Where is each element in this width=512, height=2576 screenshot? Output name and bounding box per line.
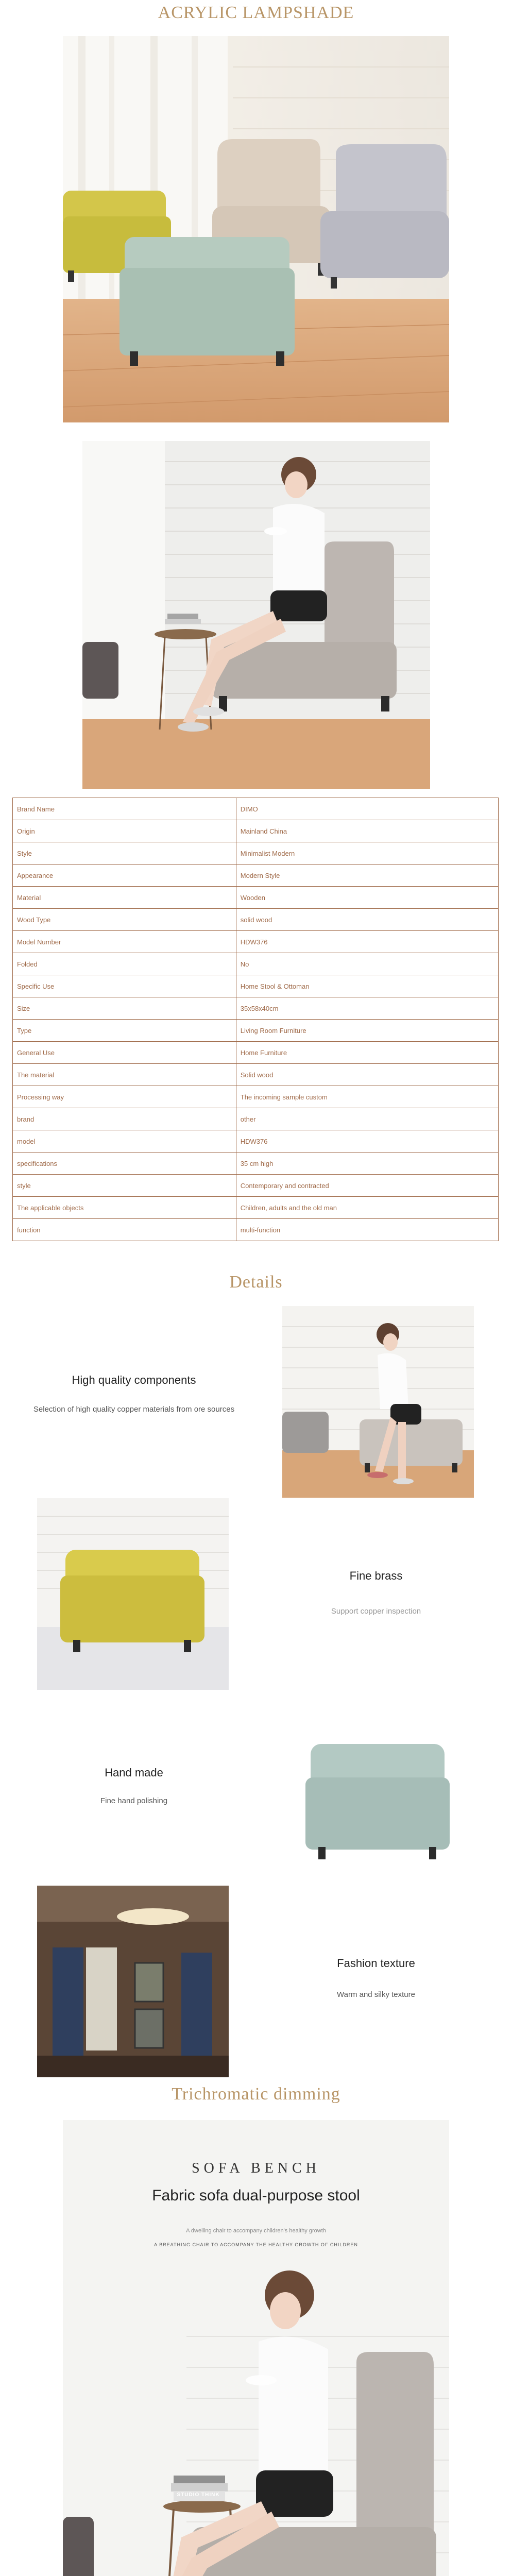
- spec-key: General Use: [13, 1042, 236, 1064]
- spec-value: Children, adults and the old man: [236, 1197, 498, 1219]
- spec-value: Solid wood: [236, 1064, 498, 1086]
- table-row: [13, 1108, 499, 1130]
- spec-value: Minimalist Modern: [236, 842, 498, 865]
- table-row: [13, 842, 499, 865]
- spec-key: Size: [13, 997, 236, 1020]
- detail-text: Warm and silky texture: [337, 1990, 415, 1999]
- table-row: [13, 1064, 499, 1086]
- table-row: [13, 953, 499, 975]
- spec-value: Living Room Furniture: [236, 1020, 498, 1042]
- spec-value: No: [236, 953, 498, 975]
- table-row: [13, 1197, 499, 1219]
- spec-value: Home Stool & Ottoman: [236, 975, 498, 997]
- product-photo-ottomans: [63, 36, 449, 422]
- spec-key: Folded: [13, 953, 236, 975]
- spec-key: Brand Name: [13, 798, 236, 820]
- table-row: [13, 1086, 499, 1108]
- table-row: [13, 1153, 499, 1175]
- details-title: Details: [229, 1273, 283, 1292]
- spec-value: Contemporary and contracted: [236, 1175, 498, 1197]
- table-row: [13, 1219, 499, 1241]
- spec-key: style: [13, 1175, 236, 1197]
- living-room-illustration: [37, 1886, 229, 2077]
- mustard-ottoman-illustration: [37, 1498, 229, 1690]
- spec-key: model: [13, 1130, 236, 1153]
- spec-key: The applicable objects: [13, 1197, 236, 1219]
- detail-photo-living-room: [37, 1886, 229, 2077]
- spec-key: specifications: [13, 1153, 236, 1175]
- table-row: [13, 865, 499, 887]
- detail-heading: High quality components: [72, 1374, 196, 1386]
- spec-key: Wood Type: [13, 909, 236, 931]
- table-row: [13, 820, 499, 842]
- table-row: [13, 909, 499, 931]
- ottomans-illustration: [63, 36, 449, 422]
- spec-value: Mainland China: [236, 820, 498, 842]
- spec-key: Processing way: [13, 1086, 236, 1108]
- spec-value: DIMO: [236, 798, 498, 820]
- banner-subtitle: A dwelling chair to accompany children's healthy growth: [186, 2228, 326, 2234]
- spec-key: Specific Use: [13, 975, 236, 997]
- table-row: [13, 1130, 499, 1153]
- dimming-title: Trichromatic dimming: [172, 2084, 340, 2104]
- spec-key: Appearance: [13, 865, 236, 887]
- spec-key: Material: [13, 887, 236, 909]
- page-title: ACRYLIC LAMPSHADE: [158, 3, 354, 22]
- spec-table: [12, 798, 499, 1241]
- spec-value: Home Furniture: [236, 1042, 498, 1064]
- spec-key: The material: [13, 1064, 236, 1086]
- table-row: [13, 1042, 499, 1064]
- product-photo-woman-sofa: [82, 441, 430, 789]
- detail-photo-sage-ottoman: [282, 1700, 474, 1892]
- spec-value: HDW376: [236, 1130, 498, 1153]
- detail-text: Selection of high quality copper materials from ore sources: [33, 1405, 235, 1414]
- spec-key: Model Number: [13, 931, 236, 953]
- spec-key: Style: [13, 842, 236, 865]
- detail-text: Support copper inspection: [331, 1607, 421, 1616]
- table-row: [13, 997, 499, 1020]
- spec-value: Modern Style: [236, 865, 498, 887]
- spec-value: multi-function: [236, 1219, 498, 1241]
- table-row: [13, 1020, 499, 1042]
- table-row: [13, 1175, 499, 1197]
- table-row: [13, 887, 499, 909]
- detail-photo-mustard-ottoman: [37, 1498, 229, 1690]
- woman-seated-illustration: [282, 1306, 474, 1498]
- spec-key: Origin: [13, 820, 236, 842]
- spec-key: Type: [13, 1020, 236, 1042]
- detail-photo-woman-seated: [282, 1306, 474, 1498]
- detail-text: Fine hand polishing: [100, 1797, 168, 1805]
- detail-heading: Hand made: [105, 1766, 163, 1779]
- spec-value: 35x58x40cm: [236, 997, 498, 1020]
- spec-value: Wooden: [236, 887, 498, 909]
- detail-heading: Fashion texture: [337, 1957, 415, 1970]
- spec-value: HDW376: [236, 931, 498, 953]
- banner-tagline: A BREATHING CHAIR TO ACCOMPANY THE HEALTHY GROWTH OF CHILDREN: [154, 2242, 358, 2247]
- spec-key: brand: [13, 1108, 236, 1130]
- table-row: [13, 975, 499, 997]
- detail-heading: Fine brass: [349, 1569, 403, 1582]
- spec-value: other: [236, 1108, 498, 1130]
- banner-heading: Fabric sofa dual-purpose stool: [152, 2187, 360, 2204]
- sage-ottoman-illustration: [282, 1700, 474, 1892]
- spec-value: The incoming sample custom: [236, 1086, 498, 1108]
- spec-key: function: [13, 1219, 236, 1241]
- table-row: [13, 931, 499, 953]
- spec-value: 35 cm high: [236, 1153, 498, 1175]
- spec-value: solid wood: [236, 909, 498, 931]
- woman-sofa-illustration: [82, 441, 430, 789]
- book-spine-text: STUDIO THINK: [177, 2492, 220, 2498]
- table-row: [13, 798, 499, 820]
- banner-brand: SOFA BENCH: [192, 2160, 320, 2176]
